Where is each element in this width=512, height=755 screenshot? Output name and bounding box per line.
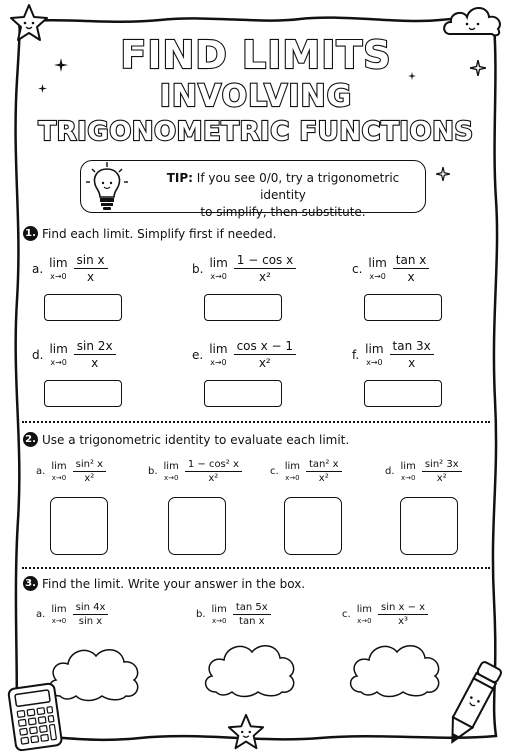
lim-word: lim [211,603,227,615]
section-divider [22,421,490,423]
denominator: x² [318,473,329,484]
fraction [233,602,271,627]
problem-letter: a. [36,466,46,477]
problem-letter: c. [352,261,363,276]
limit-operator [368,257,386,281]
lim-subscript: x→0 [210,357,227,367]
problem-letter: b. [148,466,158,477]
numerator: cos x − 1 [234,339,296,355]
numerator: sin x − x [378,602,428,615]
numerator: sin² 3x [422,459,462,472]
problem-2c [270,459,342,484]
title-line-1: FIND LIMITS [120,33,392,77]
answer-box-2d[interactable] [400,497,458,555]
answer-box-2a[interactable] [50,497,108,555]
section-number: 3. [23,576,38,591]
lim-word: lim [51,603,67,615]
problem-letter: f. [352,347,360,362]
section-instruction: Find the limit. Write your answer in the box. [42,576,306,591]
denominator: x² [208,473,219,484]
lim-subscript: x→0 [285,473,300,482]
numerator: sin² x [73,459,106,472]
problem-1b [192,253,296,284]
lim-word: lim [163,460,179,472]
answer-cloud-3b[interactable] [198,636,302,698]
denominator: x [91,356,99,370]
numerator: tan² x [306,459,342,472]
tip-label: TIP: [166,171,193,185]
title-line-3: TRIGONOMETRIC FUNCTIONS [38,117,474,147]
answer-box-1e[interactable] [204,380,282,407]
problem-2a [36,459,106,484]
limit-operator [51,461,66,483]
lim-subscript: x→0 [210,271,227,281]
limit-operator [209,257,227,281]
tip-line-2: to simplify, then substitute. [200,205,366,219]
section-1-heading [23,226,276,241]
lim-word: lim [356,603,372,615]
answer-box-1d[interactable] [44,380,122,407]
problem-letter: a. [36,609,46,620]
problem-letter: c. [342,609,351,620]
limit-operator [285,461,300,483]
lightbulb-icon [84,160,130,216]
fraction [74,253,108,284]
problem-3b [196,602,271,627]
answer-box-2c[interactable] [284,497,342,555]
answer-box-1c[interactable] [364,294,442,321]
problem-3c [342,602,428,627]
lim-subscript: x→0 [357,616,372,625]
lim-word: lim [284,460,300,472]
title-line-2: INVOLVING [159,79,353,114]
denominator: sin x [78,616,103,627]
problem-1c [352,253,429,284]
answer-cloud-3c[interactable] [343,636,447,698]
limit-operator [365,343,383,367]
numerator: 1 − cos² x [185,459,242,472]
section-2-heading [23,432,349,447]
denominator: x [407,270,415,284]
fraction [234,339,296,370]
lim-word: lim [368,255,387,270]
lim-subscript: x→0 [50,357,67,367]
problem-3a [36,602,108,627]
problem-letter: d. [385,466,395,477]
tip-line-1: If you see 0/0, try a trigonometric identity [196,171,400,202]
numerator: tan 3x [390,339,434,355]
fraction [185,459,242,484]
fraction [234,253,296,284]
numerator: sin 2x [74,339,116,355]
limit-operator [209,343,227,367]
lim-word: lim [209,255,228,270]
numerator: sin x [74,253,108,269]
answer-box-1b[interactable] [204,294,282,321]
fraction [378,602,428,627]
denominator: tan x [239,616,265,627]
fraction [422,459,462,484]
lim-subscript: x→0 [211,616,227,625]
problem-2d [385,459,462,484]
lim-subscript: x→0 [50,271,67,281]
answer-box-2b[interactable] [168,497,226,555]
problem-1a [32,253,108,284]
problem-1e [192,339,296,370]
lim-word: lim [209,341,228,356]
problem-letter: c. [270,466,279,477]
lim-word: lim [365,341,384,356]
lim-word: lim [49,255,68,270]
problem-1f [352,339,434,370]
limit-operator [49,343,67,367]
section-divider [22,567,490,569]
lim-word: lim [400,460,416,472]
lim-word: lim [51,460,67,472]
problem-1d [32,339,116,370]
denominator: x² [259,270,271,284]
fraction [74,339,116,370]
limit-operator [164,461,179,483]
lim-word: lim [49,341,68,356]
denominator: x² [258,356,271,370]
section-instruction: Use a trigonometric identity to evaluate each limit. [42,432,350,447]
limit-operator [401,461,416,483]
lim-subscript: x→0 [369,271,386,281]
problem-letter: e. [192,347,204,362]
star-icon [226,712,266,752]
limit-operator [212,604,227,626]
sparkle-icon [436,167,450,181]
numerator: sin 4x [73,602,109,615]
problem-letter: b. [192,261,204,276]
fraction [73,459,106,484]
problem-letter: b. [196,609,206,620]
limit-operator [51,604,66,626]
problem-letter: a. [32,261,44,276]
fraction [390,339,434,370]
denominator: x [87,270,95,284]
lim-subscript: x→0 [366,357,383,367]
denominator: x [408,356,416,370]
denominator: x² [84,473,95,484]
problem-2b [148,459,242,484]
numerator: tan x [393,253,430,269]
section-number: 1. [23,226,38,241]
pencil-icon [440,655,506,751]
fraction [73,602,109,627]
answer-box-1f[interactable] [364,380,442,407]
lim-subscript: x→0 [51,473,67,482]
numerator: tan 5x [233,602,271,615]
limit-operator [357,604,372,626]
cloud-icon [440,2,506,38]
calculator-icon [4,680,66,752]
denominator: x³ [398,616,408,627]
lim-subscript: x→0 [400,473,416,482]
lim-subscript: x→0 [51,616,67,625]
fraction [306,459,342,484]
limit-operator [49,257,67,281]
fraction [393,253,430,284]
section-number: 2. [23,432,38,447]
tip-text [148,170,418,221]
section-instruction: Find each limit. Simplify first if needed. [42,226,277,241]
lim-subscript: x→0 [163,473,179,482]
denominator: x² [436,473,447,484]
problem-letter: d. [32,347,44,362]
section-3-heading [23,576,305,591]
answer-box-1a[interactable] [44,294,122,321]
numerator: 1 − cos x [234,253,296,269]
